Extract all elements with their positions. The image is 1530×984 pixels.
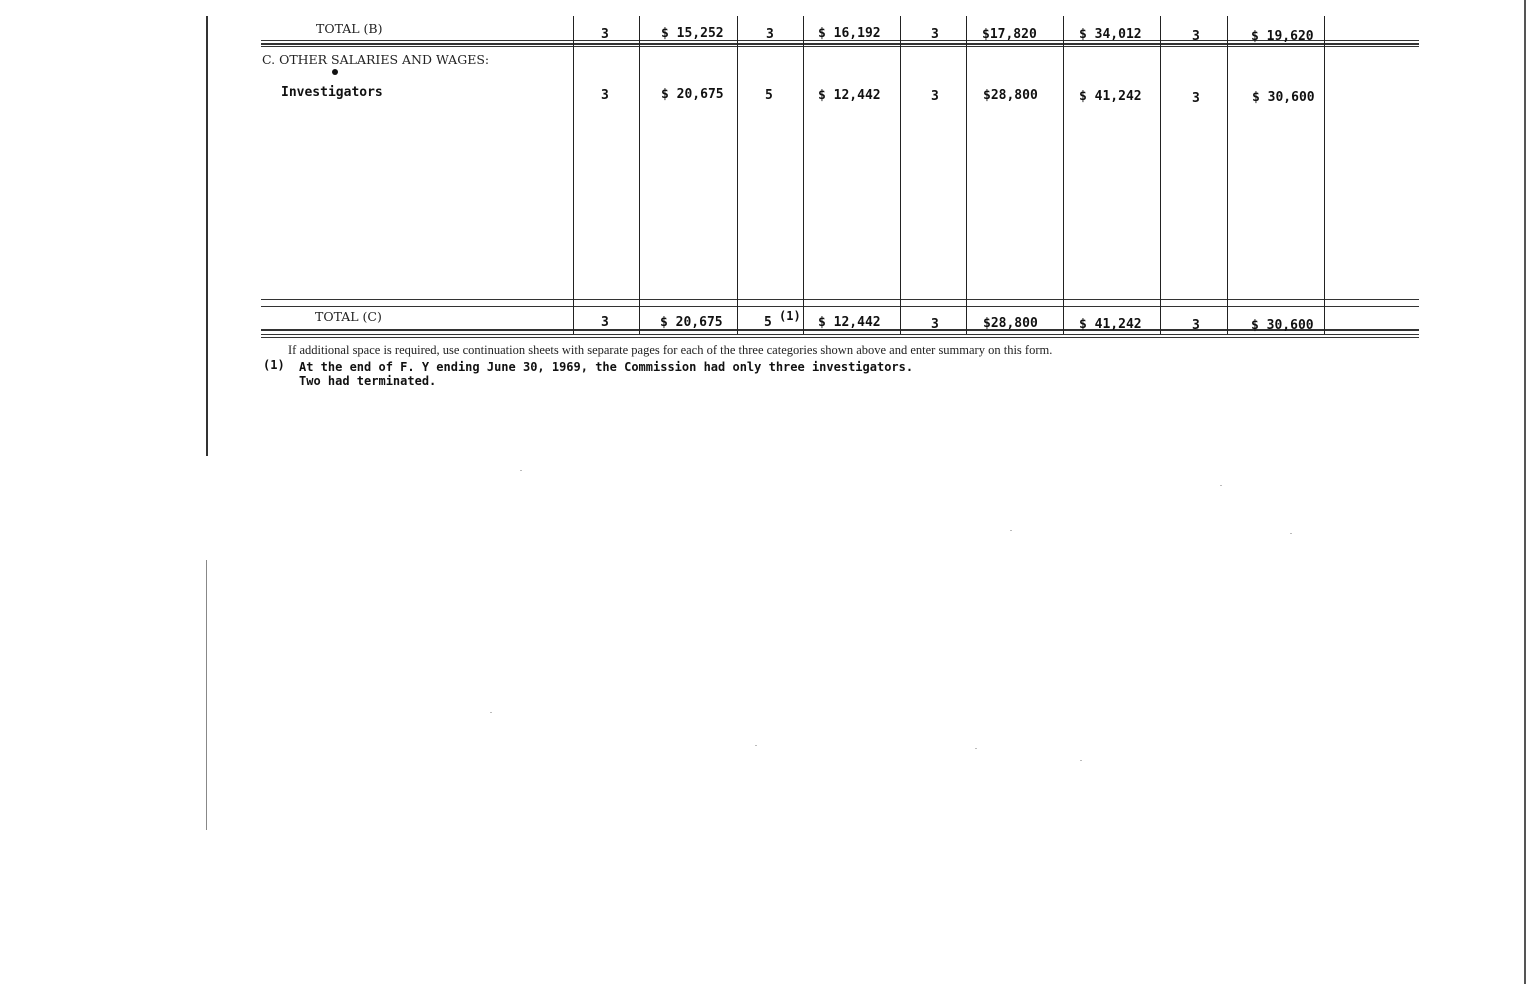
scan-speck	[755, 745, 757, 746]
total-c-cell: $28,800	[983, 316, 1038, 331]
total-b-rule-under	[261, 46, 1419, 47]
scan-speck	[1220, 485, 1222, 486]
scan-speck	[1010, 530, 1012, 531]
footnote-marker: (1)	[263, 358, 285, 372]
total-b-cell: 3	[1192, 29, 1200, 44]
total-c-label: TOTAL (C)	[315, 309, 382, 324]
left-margin-rule	[206, 16, 208, 456]
column-divider	[1160, 16, 1161, 334]
total-b-rule-bottom	[261, 43, 1419, 45]
column-divider	[1227, 16, 1228, 334]
column-divider	[900, 16, 901, 334]
column-divider	[803, 16, 804, 334]
investigators-cell: 5	[765, 88, 773, 103]
section-c-heading: C. OTHER SALARIES AND WAGES:	[262, 52, 490, 67]
total-b-cell: 3	[931, 27, 939, 42]
footnote-line-2: Two had terminated.	[299, 374, 437, 388]
scan-speck	[1080, 760, 1082, 761]
column-divider	[1324, 16, 1325, 334]
total-b-cell: $ 19,620	[1251, 29, 1314, 44]
column-divider	[1063, 16, 1064, 334]
total-c-cell: 3	[1192, 318, 1200, 333]
investigators-cell: 3	[1192, 91, 1200, 106]
scan-speck	[520, 470, 522, 471]
total-c-rule-under	[261, 334, 1419, 335]
total-b-cell: $ 34,012	[1079, 27, 1142, 42]
total-c-cell: $ 12,442	[818, 315, 881, 330]
footnote-reference-marker: (1)	[779, 309, 801, 323]
investigators-cell: $ 12,442	[818, 88, 881, 103]
page-right-edge	[1524, 0, 1526, 984]
investigators-cell: $ 41,242	[1079, 89, 1142, 104]
total-c-cell: $ 20,675	[660, 315, 723, 330]
total-b-cell: $ 16,192	[818, 26, 881, 41]
footnote-line-1: At the end of F. Y ending June 30, 1969, the Commission had only three investigators.	[299, 360, 914, 374]
continuation-instructions: If additional space is required, use continuation sheets with separate pages for each of the three categories shown above and enter summary on this form.	[288, 343, 1053, 357]
total-b-label: TOTAL (B)	[316, 21, 383, 36]
total-c-cell: 5	[764, 315, 772, 330]
column-divider	[639, 16, 640, 334]
total-c-cell: $ 30,600	[1251, 318, 1314, 333]
scan-speck	[975, 748, 977, 749]
investigators-cell: $ 30,600	[1252, 90, 1315, 105]
total-c-rule-top-2	[261, 306, 1419, 307]
investigators-cell: $28,800	[983, 88, 1038, 103]
total-c-cell: 3	[601, 315, 609, 330]
total-c-rule-under-2	[261, 337, 1419, 338]
total-b-cell: 3	[766, 27, 774, 42]
total-c-rule-top	[261, 299, 1419, 300]
investigators-label: Investigators	[281, 85, 383, 100]
scan-speck	[1290, 533, 1292, 534]
left-margin-rule-lower	[206, 560, 207, 830]
column-divider	[573, 16, 574, 334]
bullet-mark	[332, 69, 338, 75]
investigators-cell: 3	[601, 88, 609, 103]
total-b-cell: 3	[601, 27, 609, 42]
column-divider	[737, 16, 738, 334]
total-b-cell: $17,820	[982, 27, 1037, 42]
investigators-cell: 3	[931, 89, 939, 104]
investigators-cell: $ 20,675	[661, 87, 724, 102]
total-b-cell: $ 15,252	[661, 26, 724, 41]
column-divider	[966, 16, 967, 334]
scan-speck	[490, 712, 492, 713]
total-c-cell: $ 41,242	[1079, 317, 1142, 332]
total-c-cell: 3	[931, 317, 939, 332]
